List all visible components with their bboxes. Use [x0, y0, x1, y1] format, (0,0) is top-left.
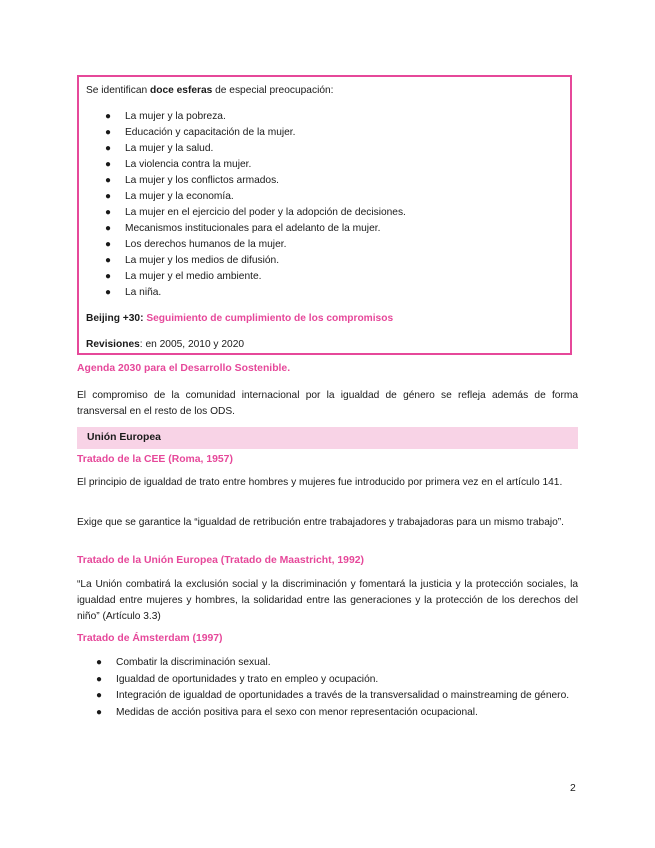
list-item: ● Los derechos humanos de la mujer.: [86, 237, 563, 253]
box-intro: Se identifican doce esferas de especial preocupación:: [86, 85, 334, 96]
list-item: ● La mujer y los medios de difusión.: [86, 253, 563, 269]
list-item: ● La mujer y la economía.: [86, 189, 563, 205]
bullet-icon: ●: [96, 706, 103, 718]
bullet-icon: ●: [105, 271, 112, 282]
bullet-icon: ●: [96, 673, 103, 685]
revisiones-line: Revisiones: en 2005, 2010 y 2020: [86, 339, 245, 350]
amsterdam-list: [77, 655, 578, 721]
union-europea-title: Unión Europea: [87, 432, 161, 443]
bullet-icon: ●: [105, 143, 112, 154]
agenda-heading: Agenda 2030 para el Desarrollo Sostenible.: [77, 363, 291, 374]
maastricht-quote: “La Unión combatirá la exclusión social y la discriminación y fomentará la justicia y la protección sociales, la igualdad entre mujeres y hombres, la solidaridad entre las generaciones y la protección de los derechos del niño” (Artículo 3.3): [77, 579, 578, 622]
esferas-list: [86, 109, 563, 301]
section-band: [77, 427, 578, 449]
bullet-icon: ●: [105, 191, 112, 202]
list-item: ● La violencia contra la mujer.: [86, 157, 563, 173]
bullet-icon: ●: [105, 175, 112, 186]
bullet-icon: ●: [105, 223, 112, 234]
cee-heading: Tratado de la CEE (Roma, 1957): [77, 454, 233, 465]
list-item: ● La niña.: [86, 285, 563, 301]
cee-paragraph-2: Exige que se garantice la “igualdad de retribución entre trabajadores y trabajadoras para un mismo trabajo”.: [77, 517, 565, 528]
bullet-icon: ●: [96, 657, 103, 668]
bullet-icon: ●: [105, 255, 112, 266]
intro-bold: doce esferas: [150, 85, 213, 96]
agenda-text: El compromiso de la comunidad internacional por la igualdad de género se refleja además de forma transversal en el resto de los ODS.: [77, 390, 578, 417]
list-item: ● La mujer en el ejercicio del poder y la adopción de decisiones.: [86, 205, 563, 221]
list-item: ● La mujer y la pobreza.: [86, 109, 563, 125]
amsterdam-heading: Tratado de Ámsterdam (1997): [77, 633, 223, 644]
list-item: ● Educación y capacitación de la mujer.: [86, 125, 563, 141]
list-item: ● La mujer y el medio ambiente.: [86, 269, 563, 285]
bullet-icon: ●: [105, 111, 112, 122]
bullet-icon: ●: [105, 127, 112, 138]
list-item: ● Combatir la discriminación sexual.: [77, 655, 578, 672]
list-item: ● La mujer y los conflictos armados.: [86, 173, 563, 189]
page-number: 2: [570, 783, 576, 794]
bullet-icon: ●: [96, 690, 103, 701]
list-item: ● Igualdad de oportunidades y trato en empleo y ocupación.: [77, 672, 578, 689]
maastricht-heading: Tratado de la Unión Europea (Tratado de Maastricht, 1992): [77, 555, 364, 566]
doce-esferas-box: [77, 75, 572, 355]
list-item: ● Mecanismos institucionales para el adelanto de la mujer.: [86, 221, 563, 237]
beijing-link[interactable]: Seguimiento de cumplimiento de los compromisos: [146, 313, 394, 324]
bullet-icon: ●: [105, 159, 112, 170]
bullet-icon: ●: [105, 287, 112, 298]
list-item: ● Integración de igualdad de oportunidades a través de la transversalidad o mainstreaming de género.: [77, 688, 578, 705]
list-item: ● La mujer y la salud.: [86, 141, 563, 157]
beijing-line: Beijing +30: Seguimiento de cumplimiento de los compromisos: [86, 313, 394, 324]
cee-paragraph-1: El principio de igualdad de trato entre hombres y mujeres fue introducido por primera vez en el artículo 141.: [77, 477, 563, 488]
bullet-icon: ●: [105, 239, 112, 250]
list-item: ● Medidas de acción positiva para el sexo con menor representación ocupacional.: [77, 705, 578, 722]
bullet-icon: ●: [105, 207, 112, 218]
